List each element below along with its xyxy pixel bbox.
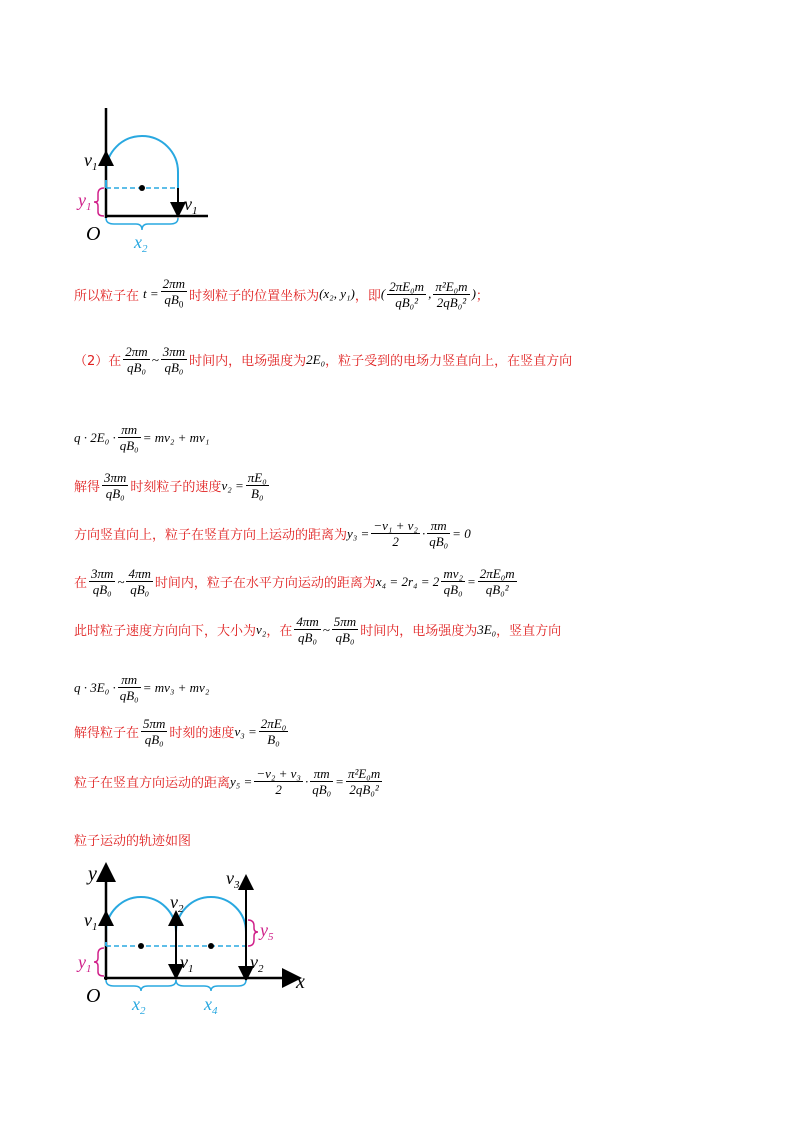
math-expression: ~ <box>151 351 159 367</box>
fraction-denominator: B₀ <box>267 732 280 747</box>
diagram-label: 1 <box>188 963 194 975</box>
math-expression: x₄ = 2r₄ = 2 <box>375 573 440 589</box>
diagram-label: v <box>184 194 192 214</box>
math-expression: ~ <box>117 573 125 589</box>
math-expression: y₅ = <box>230 773 253 789</box>
fraction-denominator: qB₀ <box>335 630 355 645</box>
fraction-numerator: 5πm <box>143 716 166 731</box>
math-expression: (x₂, y₁) <box>319 286 355 302</box>
trajectory-diagram-1 <box>70 100 230 260</box>
fraction-denominator: qB₀ <box>92 582 112 597</box>
math-expression: = 0 <box>452 525 471 541</box>
diagram-label <box>76 190 92 213</box>
diagram-label: v <box>84 910 92 930</box>
diagram-label <box>84 150 98 173</box>
fraction <box>478 566 517 597</box>
diagram-label <box>133 232 148 255</box>
diagram-label: y <box>78 952 86 972</box>
math-expression: = <box>335 773 344 789</box>
diagram-label: 2 <box>140 1005 146 1017</box>
math-expression: ~ <box>322 621 330 637</box>
diagram-label: 1 <box>92 161 98 173</box>
diagram-label: x <box>204 994 212 1014</box>
diagram-label: O <box>86 223 101 245</box>
explanation-text: 时间内，电场强度为 <box>360 624 478 639</box>
fraction <box>89 566 115 597</box>
diagram-label: 1 <box>86 201 92 213</box>
explanation-text: ，粒子受到的电场力竖直向上，在竖直方向 <box>325 354 573 369</box>
fraction-denominator: qB₀ <box>164 360 184 375</box>
math-expression: ( <box>380 286 386 302</box>
diagram-label: v <box>170 892 178 912</box>
fraction-numerator: 4πm <box>296 614 319 629</box>
fraction-denominator: 2 <box>392 534 399 549</box>
fraction-denominator: qB₀ <box>144 732 164 747</box>
fraction <box>371 518 420 549</box>
fraction-denominator: qB₀ <box>443 582 463 597</box>
fraction <box>123 344 149 375</box>
fraction-numerator: π²E₀m <box>347 766 381 781</box>
fraction-denominator: qB₀ <box>119 438 139 453</box>
explanation-text: 解得粒子在 <box>74 726 140 741</box>
diagram-bracket <box>176 980 246 991</box>
diagram-label: 2 <box>142 243 148 255</box>
math-expression: y₃ = <box>347 525 370 541</box>
fraction-denominator: qB₀ <box>105 486 125 501</box>
diagram-label: O <box>86 985 101 1007</box>
fraction-denominator: qB₀² <box>485 582 509 597</box>
explanation-text: ； <box>475 288 489 304</box>
center-dot-1 <box>138 943 144 949</box>
math-expression: · <box>421 525 426 541</box>
explanation-text: 时刻粒子的速度 <box>130 480 222 495</box>
fraction-numerator: 2πE₀m <box>389 278 425 294</box>
center-dot <box>139 185 145 191</box>
fraction-numerator: πE₀ <box>247 470 267 485</box>
explanation-text: （2）在 <box>74 354 122 369</box>
diagram-label: x <box>132 994 140 1014</box>
fraction <box>254 766 303 797</box>
explanation-text: 时间内，粒子在水平方向运动的距离为 <box>154 576 376 591</box>
fraction-denominator: $qB_0$ <box>164 292 184 310</box>
fraction-numerator: πm <box>310 766 333 782</box>
fraction-numerator: 4πm <box>128 566 151 581</box>
math-expression: q · 2E₀ · <box>74 429 116 445</box>
diagram-label <box>226 868 240 891</box>
explanation-text: 时间内，电场强度为 <box>189 354 307 369</box>
answer-line-7 <box>74 716 290 747</box>
fraction <box>387 279 426 310</box>
math-expression: , <box>428 286 432 302</box>
fraction <box>433 279 469 310</box>
fraction-numerator: πm <box>118 422 141 438</box>
diagram-bracket <box>248 920 258 946</box>
explanation-text: 解得 <box>74 480 101 495</box>
explanation-text: ，竖直方向 <box>496 624 562 639</box>
diagram-bracket <box>106 980 176 991</box>
math-expression: = mv₂ + mv₁ <box>142 429 210 445</box>
center-dot-2 <box>208 943 214 949</box>
answer-line-2 <box>74 344 572 375</box>
trajectory-diagram-2 <box>70 850 320 1020</box>
math-expression: q · 3E₀ · <box>74 679 116 695</box>
fraction <box>161 344 187 375</box>
fraction <box>141 716 167 747</box>
fraction <box>259 716 288 747</box>
answer-line-8 <box>74 766 384 797</box>
fraction-numerator: 2πE₀ <box>260 716 287 731</box>
explanation-text: 时刻的速度 <box>169 726 235 741</box>
fraction <box>427 518 450 549</box>
fraction <box>102 470 128 501</box>
math-expression: v₂ <box>256 621 267 637</box>
fraction <box>441 566 465 597</box>
semicircle-path-2 <box>176 897 246 946</box>
fraction-denominator: qB₀ <box>119 688 139 703</box>
math-expression: ) <box>471 286 476 302</box>
diagram-label: y <box>88 863 97 885</box>
answer-line-6 <box>74 614 561 645</box>
explanation-text: 时刻粒子的位置坐标为 <box>189 288 320 304</box>
fraction-numerator: 2πE₀m <box>479 566 515 581</box>
math-expression: · <box>304 773 309 789</box>
diagram-label <box>131 994 146 1017</box>
diagram-bracket <box>94 188 104 216</box>
diagram-label: 2 <box>178 903 184 915</box>
fraction-denominator: qB₀ <box>298 630 318 645</box>
diagram-bracket <box>106 218 178 230</box>
fraction-numerator: 3πm <box>91 566 114 581</box>
fraction-numerator: 2πm <box>125 344 148 359</box>
diagram-label: y <box>260 920 268 940</box>
fraction-denominator: qB₀ <box>127 360 146 375</box>
explanation-text: 粒子在竖直方向运动的距离 <box>74 776 231 791</box>
explanation-text: 所以粒子在 <box>74 288 140 304</box>
fraction <box>161 276 187 313</box>
answer-line-3 <box>74 470 271 501</box>
fraction-denominator: qB₀² <box>395 294 419 310</box>
fraction-denominator: B₀ <box>251 486 264 501</box>
diagram-label: 1 <box>86 963 92 975</box>
fraction <box>118 672 141 703</box>
answer-line-4 <box>74 518 471 549</box>
diagram-bracket <box>94 948 104 976</box>
explanation-text: 方向竖直向上，粒子在竖直方向上运动的距离为 <box>74 528 348 543</box>
semicircle-path <box>106 136 178 188</box>
fraction-numerator: −v₁ + v₂ <box>373 518 418 533</box>
diagram-label <box>203 994 218 1017</box>
math-expression: = <box>467 573 476 589</box>
fraction-denominator: 2 <box>275 782 282 797</box>
math-expression: v₃ = <box>234 723 257 739</box>
diagram-label <box>76 952 92 975</box>
diagram-label: x <box>134 232 142 252</box>
diagram-label: 5 <box>268 931 274 943</box>
equation-2 <box>74 672 209 703</box>
diagram-label <box>184 194 198 217</box>
diagram-label: v <box>226 868 234 888</box>
diagram-label <box>250 952 264 975</box>
math-expression: t = <box>143 286 159 302</box>
diagram-label <box>170 892 184 915</box>
diagram-label: 1 <box>92 921 98 933</box>
fraction-denominator: qB₀ <box>312 782 332 797</box>
explanation-text: ，即 <box>354 288 381 304</box>
math-expression: v₂ = <box>221 477 244 493</box>
fraction-numerator: π²E₀m <box>435 278 468 294</box>
explanation-text: 在 <box>74 576 88 591</box>
fraction <box>118 422 141 453</box>
fraction-denominator: qB₀ <box>429 534 449 549</box>
diagram-label: 1 <box>192 205 198 217</box>
fraction <box>310 766 333 797</box>
diagram-label: v <box>84 150 92 170</box>
diagram-label: y <box>78 190 86 210</box>
explanation-text: ，在 <box>266 624 293 639</box>
diagram-label <box>84 910 98 933</box>
fraction-numerator: mv₂ <box>443 566 463 581</box>
diagram-label <box>180 952 194 975</box>
fraction-denominator: qB₀ <box>130 582 150 597</box>
diagram-label: v <box>250 952 258 972</box>
diagram-label: 4 <box>212 1005 218 1017</box>
math-expression: = mv₃ + mv₂ <box>142 679 210 695</box>
fraction-numerator: 3πm <box>104 470 127 485</box>
answer-line-9: 粒子运动的轨迹如图 <box>74 834 192 849</box>
fraction-numerator: 3πm <box>162 344 186 359</box>
diagram-label <box>258 920 274 943</box>
fraction-numerator: 2πm <box>162 276 186 291</box>
math-expression: 3E₀ <box>477 621 497 637</box>
fraction <box>246 470 269 501</box>
fraction-denominator: 2qB₀² <box>349 782 379 797</box>
fraction <box>332 614 358 645</box>
fraction-denominator: 2qB₀² <box>436 294 467 310</box>
fraction-numerator: πm <box>118 672 141 688</box>
semicircle-path-1 <box>106 897 176 946</box>
diagram-label: 3 <box>234 879 240 891</box>
fraction-numerator: πm <box>427 518 450 534</box>
diagram-label: v <box>180 952 188 972</box>
explanation-text: 此时粒子速度方向向下，大小为 <box>74 624 257 639</box>
answer-line-1 <box>74 276 489 313</box>
diagram-label: 2 <box>258 963 264 975</box>
equation-1 <box>74 422 209 453</box>
fraction <box>126 566 152 597</box>
diagram-label: x <box>296 971 305 993</box>
fraction <box>294 614 320 645</box>
math-expression: 2E₀ <box>306 351 326 367</box>
fraction-numerator: 5πm <box>333 614 357 629</box>
fraction-numerator: −v₂ + v₃ <box>256 766 301 781</box>
fraction <box>346 766 382 797</box>
answer-line-5 <box>74 566 519 597</box>
